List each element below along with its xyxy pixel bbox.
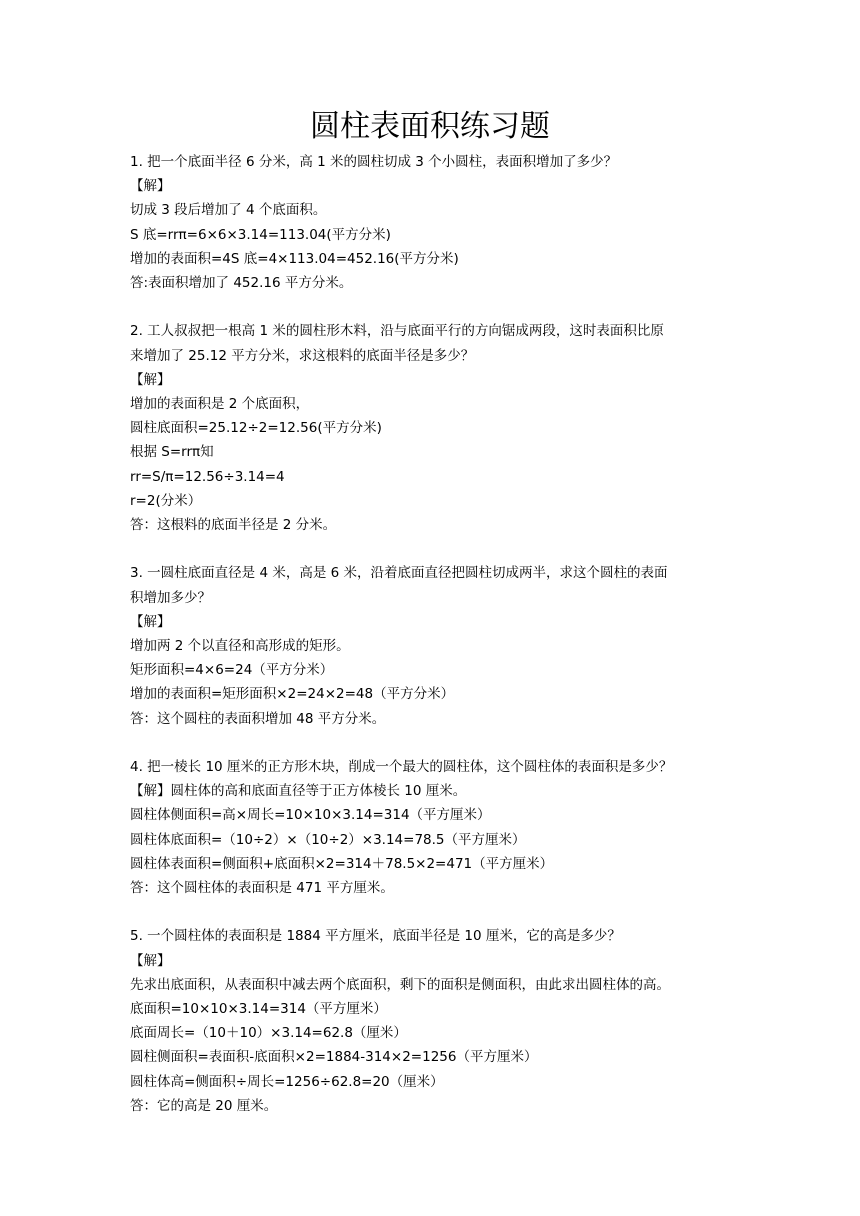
solution-line: 增加两 2 个以直径和高形成的矩形。 (130, 638, 350, 655)
answer-line: 答：这个圆柱的表面积增加 48 平方分米。 (130, 710, 386, 727)
solution-line: 切成 3 段后增加了 4 个底面积。 (130, 202, 327, 219)
solution-line: 圆柱体侧面积=高×周长=10×10×3.14=314（平方厘米） (130, 807, 491, 824)
paragraph-gap (130, 731, 742, 755)
problem-2-question-cont: 来增加了 25.12 平方分米，求这根料的底面半径是多少？ (130, 347, 475, 364)
solution-line: 【解】圆柱体的高和底面直径等于正方体棱长 10 厘米。 (130, 783, 467, 800)
solution-label: 【解】 (130, 952, 171, 969)
problem-3 (130, 561, 742, 730)
problem-3-question-cont: 积增加多少？ (130, 589, 211, 606)
solution-line: 底面积=10×10×3.14=314（平方厘米） (130, 1001, 387, 1018)
solution-line: 圆柱侧面积=表面积-底面积×2=1884-314×2=1256（平方厘米） (130, 1049, 538, 1066)
solution-label: 【解】 (130, 178, 171, 195)
paragraph-gap (130, 900, 742, 924)
solution-line: S 底=rrπ=6×6×3.14=113.04(平方分米) (130, 226, 391, 243)
solution-line: 圆柱底面积=25.12÷2=12.56(平方分米) (130, 420, 382, 437)
answer-line: 答:表面积增加了 452.16 平方分米。 (130, 275, 353, 292)
problem-1-question: 1. 把一个底面半径 6 分米，高 1 米的圆柱切成 3 个小圆柱，表面积增加了多少？ (130, 154, 618, 170)
solution-line: 先求出底面积，从表面积中减去两个底面积，剩下的面积是侧面积，由此求出圆柱体的高。 (130, 976, 670, 993)
solution-line: 增加的表面积=矩形面积×2=24×2=48（平方分米） (130, 686, 455, 703)
answer-line: 答：它的高是 20 厘米。 (130, 1097, 278, 1114)
solution-line: 根据 S=rrπ知 (130, 444, 214, 461)
problem-5 (130, 924, 742, 1118)
problem-3-question: 3. 一圆柱底面直径是 4 米，高是 6 米，沿着底面直径把圆柱切成两半，求这个圆柱的表面 (130, 565, 668, 582)
problem-4 (130, 755, 742, 900)
answer-line: 答：这个圆柱体的表面积是 471 平方厘米。 (130, 880, 394, 897)
problem-2 (130, 319, 742, 537)
document-title: 圆柱表面积练习题 (310, 109, 550, 144)
paragraph-gap (130, 295, 742, 319)
paragraph-gap (130, 537, 742, 561)
problem-2-question: 2. 工人叔叔把一根高 1 米的圆柱形木料，沿与底面平行的方向锯成两段，这时表面积比原 (130, 323, 664, 340)
solution-label: 【解】 (130, 371, 171, 388)
solution-line: r=2(分米） (130, 492, 202, 509)
problem-1 (130, 150, 742, 295)
answer-line: 答：这根料的底面半径是 2 分米。 (130, 517, 337, 534)
solution-line: 圆柱体表面积=侧面积+底面积×2=314＋78.5×2=471（平方厘米） (130, 855, 554, 872)
solution-line: 圆柱体底面积=（10÷2）×（10÷2）×3.14=78.5（平方厘米） (130, 831, 526, 848)
solution-line: 增加的表面积=4S 底=4×113.04=452.16(平方分米) (130, 250, 459, 267)
document-body (130, 150, 742, 1118)
solution-line: 矩形面积=4×6=24（平方分米） (130, 662, 334, 679)
solution-line: rr=S/π=12.56÷3.14=4 (130, 468, 285, 485)
solution-line: 增加的表面积是 2 个底面积， (130, 396, 310, 413)
problem-4-question: 4. 把一棱长 10 厘米的正方形木块，削成一个最大的圆柱体，这个圆柱体的表面积是多少？ (130, 759, 673, 776)
solution-label: 【解】 (130, 613, 171, 630)
problem-5-question: 5. 一个圆柱体的表面积是 1884 平方厘米，底面半径是 10 厘米，它的高是多少？ (130, 928, 621, 945)
solution-line: 底面周长=（10＋10）×3.14=62.8（厘米） (130, 1025, 407, 1042)
solution-line: 圆柱体高=侧面积÷周长=1256÷62.8=20（厘米） (130, 1073, 444, 1090)
